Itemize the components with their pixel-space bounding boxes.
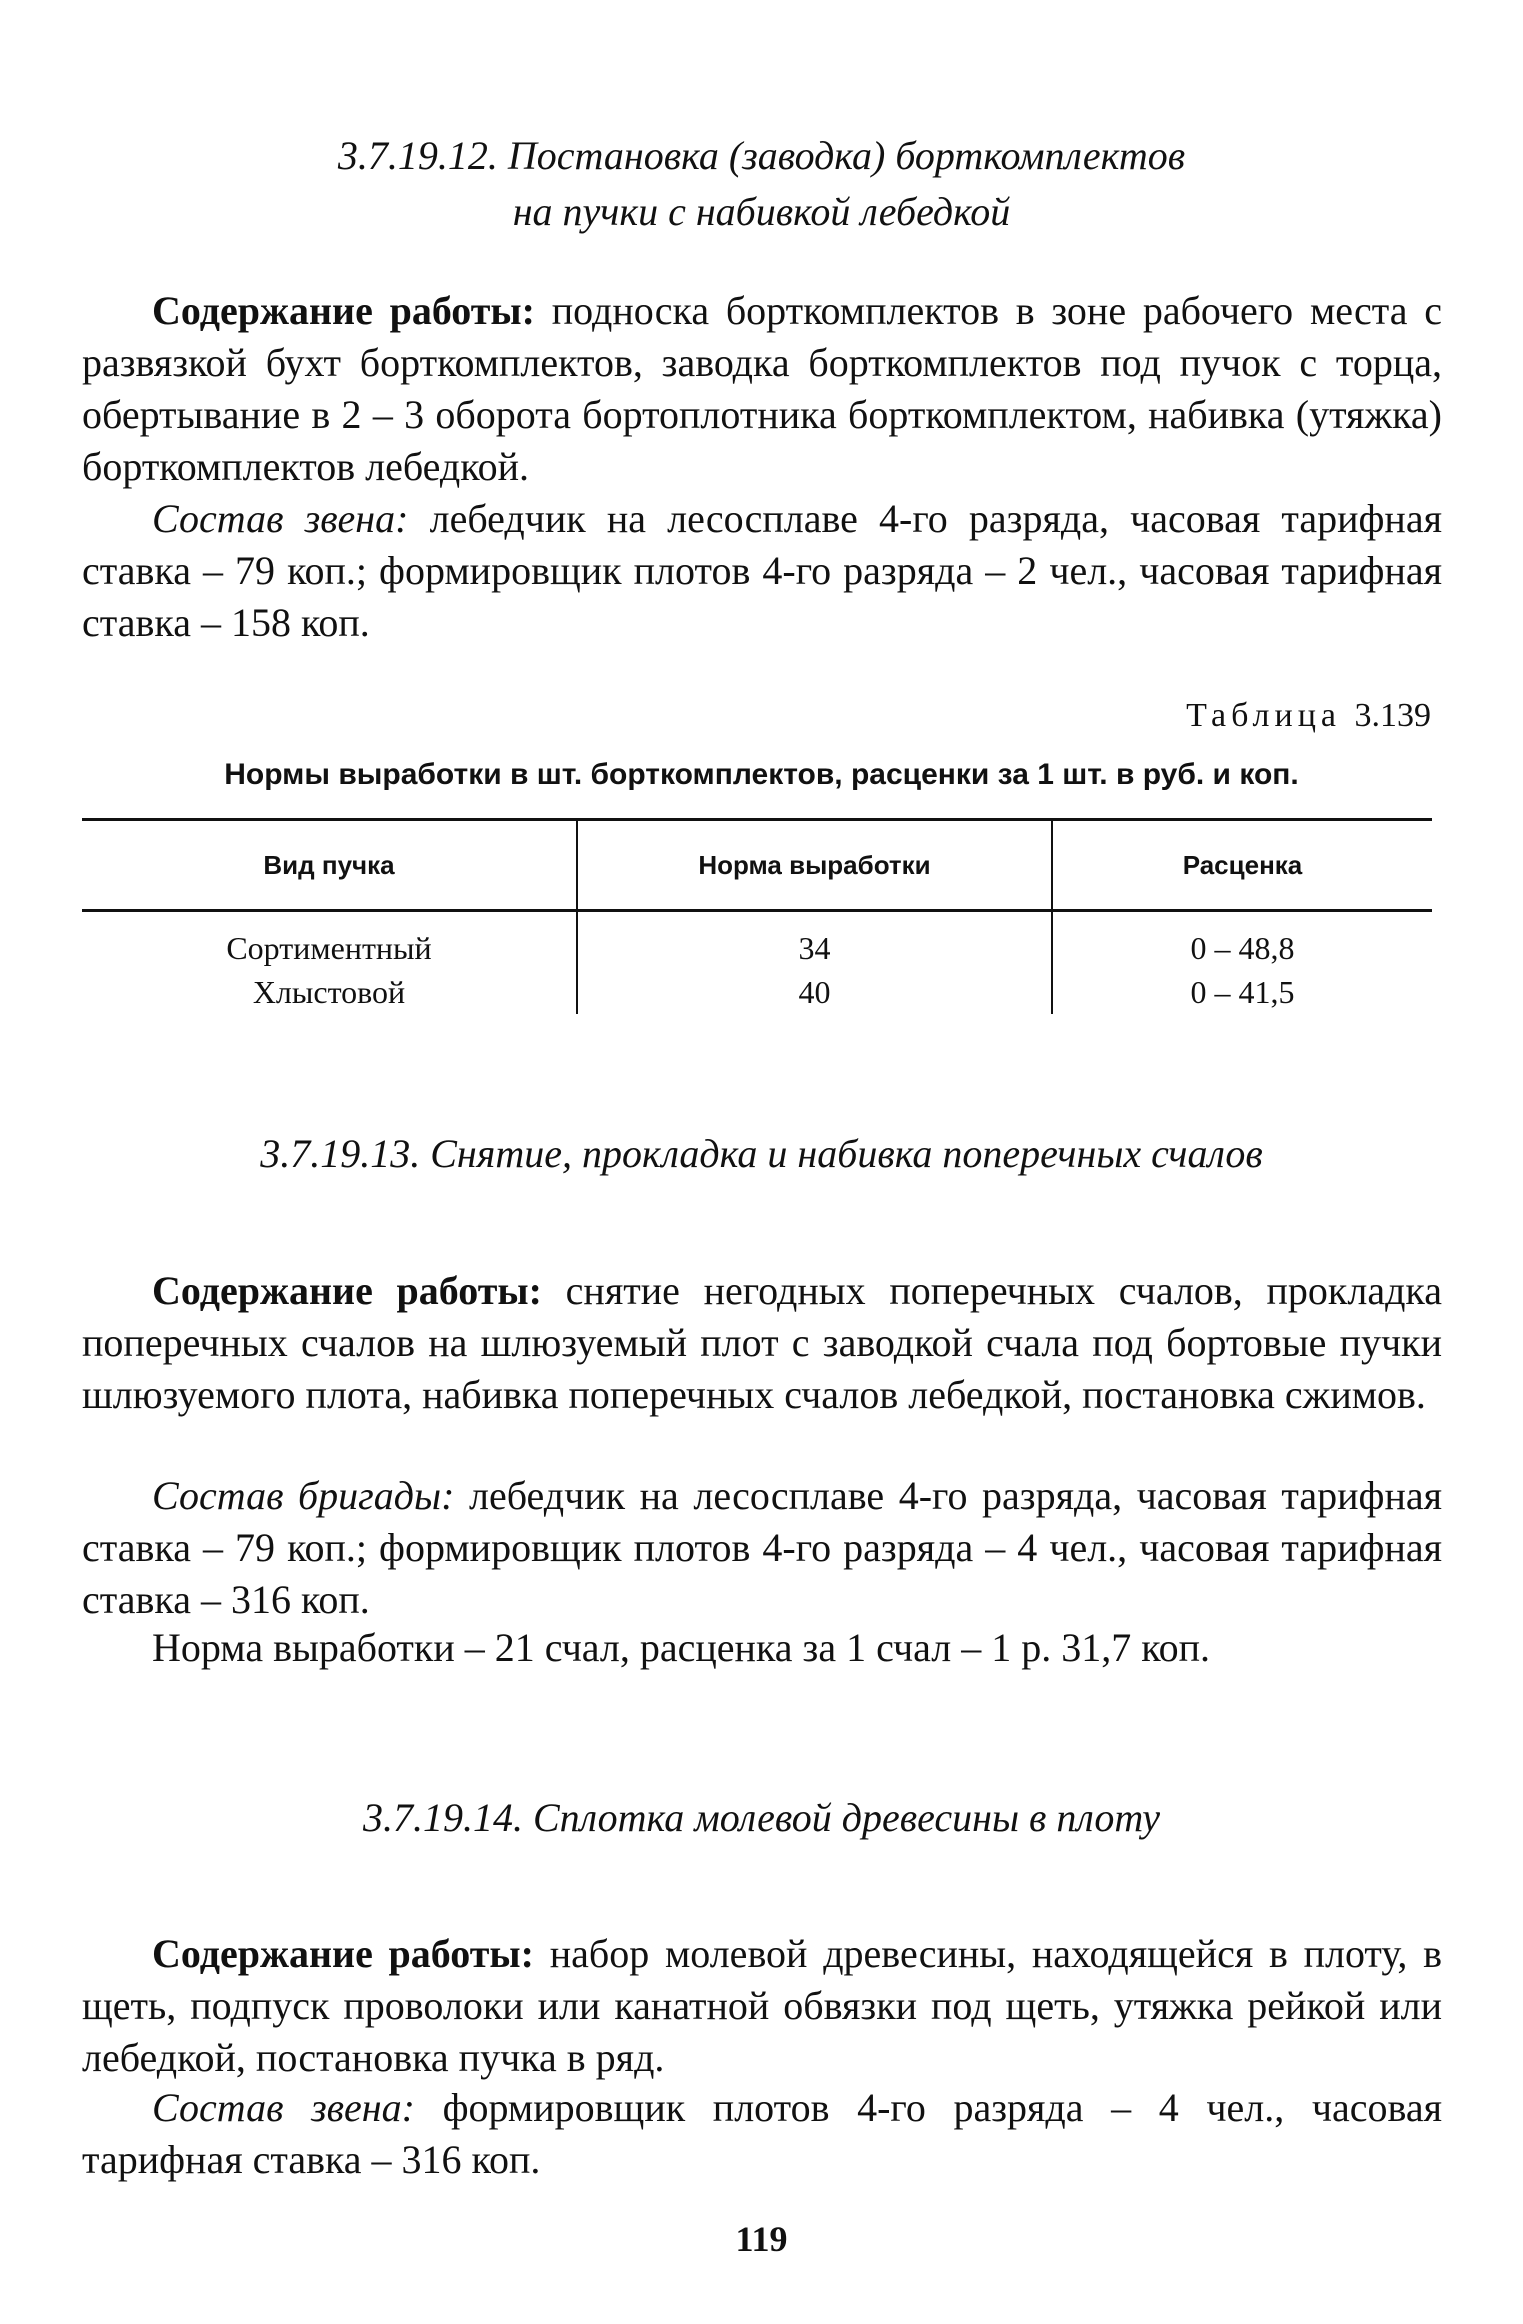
content-text: подноска борткомплектов в зоне рабочего места с развязкой бухт борткомплектов, заводка борткомплектов под пучок с торца, обертывание в 2 – 3 оборота бортоплотника борткомплектом, набивка (утяжка) борткомплектов лебедкой. bbox=[82, 288, 1442, 489]
table-caption bbox=[1186, 697, 1431, 735]
table-caption-number: 3.139 bbox=[1354, 697, 1431, 734]
crew-text: лебедчик на лесосплаве 4-го разряда, часовая тарифная ставка – 79 коп.; формировщик плотов 4-го разряда – 4 чел., часовая тарифная ставка – 316 коп. bbox=[82, 1473, 1443, 1622]
section-2-norm: Норма выработки – 21 счал, расценка за 1 счал – 1 р. 31,7 коп. bbox=[152, 1625, 1211, 1670]
page-number: 119 bbox=[735, 2219, 788, 2259]
crew-label: Состав звена: bbox=[152, 496, 409, 541]
cell-output-norm: 34 bbox=[577, 911, 1052, 971]
crew-text: формировщик плотов 4-го разряда – 4 чел., часовая тарифная ставка – 316 коп. bbox=[82, 2085, 1442, 2182]
header-output-norm: Норма выработки bbox=[577, 820, 1052, 911]
header-bundle-type: Вид пучка bbox=[82, 820, 577, 911]
section-1-title-line1: 3.7.19.12. Постановка (заводка) борткомплектов bbox=[337, 133, 1186, 178]
section-1-title-line2: на пучки с набивкой лебедкой bbox=[512, 189, 1011, 234]
cell-rate: 0 – 48,8 bbox=[1052, 911, 1432, 971]
content-label: Содержание работы: bbox=[152, 288, 535, 333]
cell-output-norm: 40 bbox=[577, 970, 1052, 1014]
norms-table bbox=[82, 818, 1432, 1014]
crew-label: Состав звена: bbox=[152, 2085, 415, 2130]
content-text: набор молевой древесины, находящейся в плоту, в щеть, подпуск проволоки или канатной обвязки под щеть, утяжка рейкой или лебедкой, постановка пучка в ряд. bbox=[82, 1931, 1442, 2080]
section-2-content bbox=[82, 1265, 1442, 1421]
crew-label: Состав бригады: bbox=[152, 1473, 455, 1518]
table-caption-word: Таблица bbox=[1186, 697, 1341, 734]
table-row bbox=[82, 970, 1432, 1014]
cell-bundle-type: Сортиментный bbox=[226, 929, 432, 966]
header-rate: Расценка bbox=[1052, 820, 1432, 911]
content-label: Содержание работы: bbox=[152, 1268, 542, 1313]
section-3-content bbox=[82, 1928, 1442, 2084]
crew-text: лебедчик на лесосплаве 4-го разряда, часовая тарифная ставка – 79 коп.; формировщик плотов 4-го разряда – 2 чел., часовая тарифная ставка – 158 коп. bbox=[82, 496, 1442, 645]
table-row bbox=[82, 911, 1432, 971]
cell-bundle-type: Хлыстовой bbox=[252, 973, 406, 1010]
section-1-content bbox=[82, 285, 1442, 493]
section-1-crew bbox=[82, 493, 1442, 649]
cell-rate: 0 – 41,5 bbox=[1052, 970, 1432, 1014]
content-label: Содержание работы: bbox=[152, 1931, 534, 1976]
section-1-title bbox=[0, 128, 1523, 240]
section-2-crew bbox=[82, 1470, 1442, 1626]
table-title: Нормы выработки в шт. борткомплектов, расценки за 1 шт. в руб. и коп. bbox=[224, 758, 1299, 791]
table-header-row bbox=[82, 820, 1432, 911]
content-text: снятие негодных поперечных счалов, прокладка поперечных счалов на шлюзуемый плот с заводкой счала под бортовые пучки шлюзуемого плота, набивка поперечных счалов лебедкой, постановка сжимов. bbox=[82, 1268, 1443, 1417]
section-3-title: 3.7.19.14. Сплотка молевой древесины в плоту bbox=[363, 1795, 1160, 1840]
section-3-crew bbox=[82, 2082, 1442, 2186]
section-2-title: 3.7.19.13. Снятие, прокладка и набивка поперечных счалов bbox=[260, 1131, 1263, 1176]
